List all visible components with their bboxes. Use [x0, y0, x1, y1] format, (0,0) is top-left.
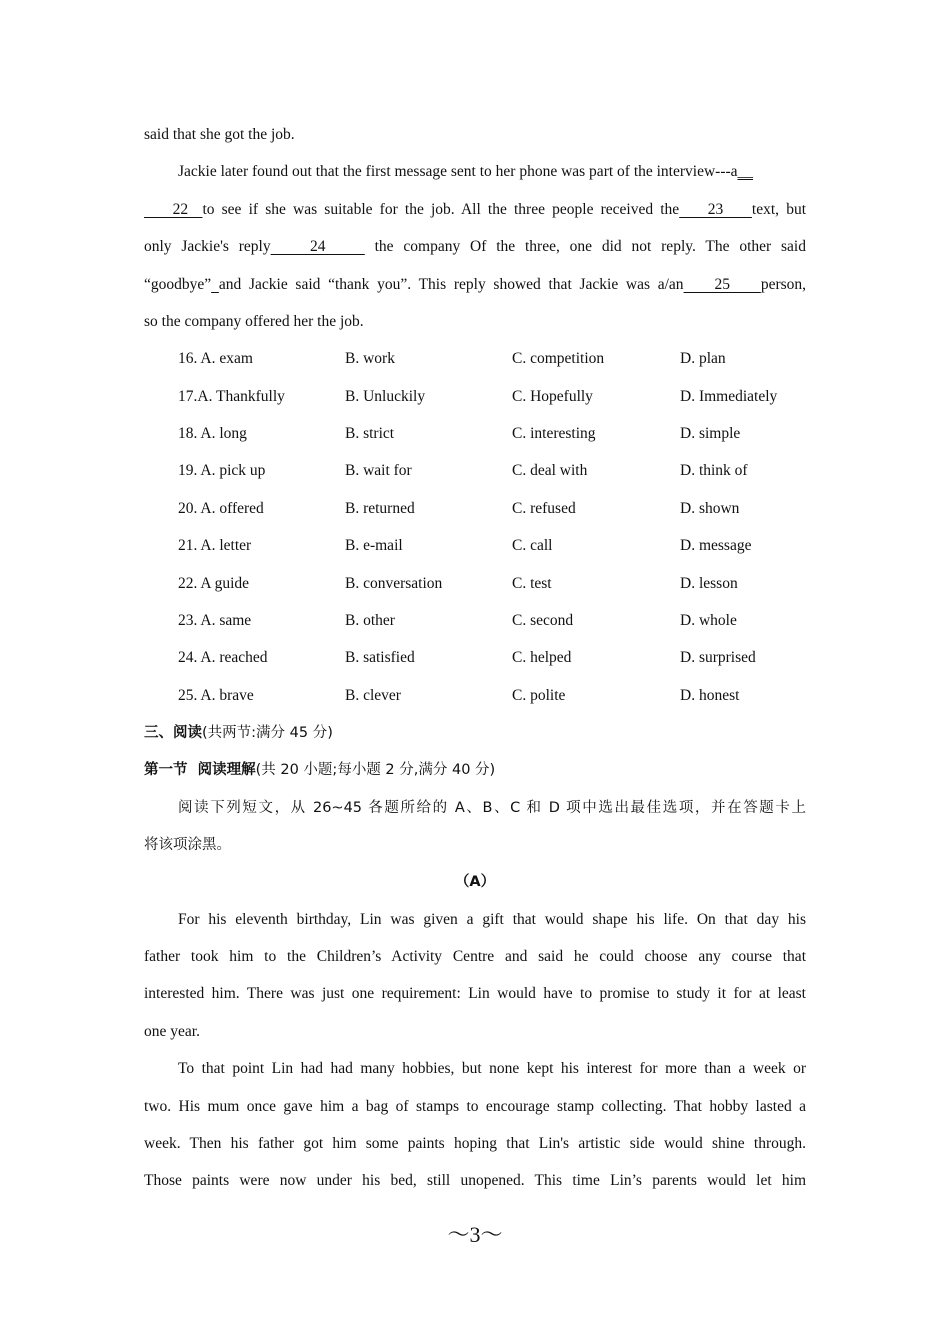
option-b: B. returned [345, 500, 415, 517]
part-title: 第一节 阅读理解 [144, 762, 256, 778]
option-a: 19. A. pick up [178, 462, 266, 479]
text-span: person, [760, 276, 807, 293]
option-d: D. shown [680, 500, 740, 517]
text-span: the company Of the three, one did not reply. The other said [364, 238, 806, 255]
passage-line [144, 312, 806, 332]
blank-23: 23 [679, 201, 752, 218]
option-a: 25. A. brave [178, 687, 254, 704]
question-row [178, 686, 818, 706]
option-c: C. polite [512, 687, 566, 704]
option-b: B. other [345, 612, 395, 629]
instruction-text: 阅读下列短文，从 26~45 各题所给的 A、B、C 和 D 项中选出最佳选项，并在答题卡上 [178, 800, 806, 816]
passage-label: （A） [454, 874, 496, 890]
text-span: text, but [751, 201, 807, 218]
passage-line: To that point Lin had had many hobbies, but none kept his interest for more than a week or [178, 1060, 806, 1077]
question-row [178, 536, 818, 556]
option-a: 24. A. reached [178, 649, 268, 666]
passage-line: week. Then his father got him some paints hoping that Lin's artistic side would shine through. [144, 1135, 806, 1152]
passage-line [144, 275, 806, 295]
option-c: C. deal with [512, 462, 588, 479]
option-d: D. whole [680, 612, 737, 629]
section-heading [144, 723, 806, 743]
option-c: C. interesting [512, 425, 596, 442]
passage-line [144, 237, 806, 257]
passage-line: one year. [144, 1023, 200, 1040]
instruction-line [144, 835, 806, 855]
passage-line: father took him to the Children’s Activity Centre and said he could choose any course that [144, 948, 806, 965]
question-row [178, 387, 818, 407]
option-c: C. refused [512, 500, 576, 517]
question-row [178, 648, 818, 668]
option-c: C. competition [512, 350, 605, 367]
passage-line: For his eleventh birthday, Lin was given a gift that would shape his life. On that day his [178, 911, 806, 928]
text-span: and Jackie said “thank you”. This reply showed that Jackie was a/an [218, 276, 684, 293]
text-span: “goodbye” [144, 276, 212, 293]
blank-21: __ [737, 163, 754, 180]
passage-line [144, 200, 806, 220]
instruction-line [178, 798, 806, 818]
passage-line: two. His mum once gave him a bag of stamps to encourage stamp collecting. That hobby lasted a [144, 1098, 806, 1115]
text-span: to see if she was suitable for the job. All the three people received the [202, 201, 680, 218]
option-a: 22. A guide [178, 575, 250, 592]
question-row [178, 611, 818, 631]
option-b: B. e-mail [345, 537, 403, 554]
text-span: Jackie later found out that the first message sent to her phone was part of the interview---a [178, 163, 738, 180]
option-d: D. Immediately [680, 388, 778, 405]
option-d: D. message [680, 537, 752, 554]
blank-25: 25 [683, 276, 761, 293]
option-d: D. honest [680, 687, 740, 704]
text-span: only Jackie's reply [144, 238, 271, 255]
page-number: ～3～ [447, 1222, 503, 1247]
part-score: (共 20 小题;每小题 2 分,满分 40 分) [255, 762, 496, 778]
passage-line [144, 125, 806, 145]
question-row [178, 461, 818, 481]
blank-22: 22 [144, 201, 203, 218]
option-b: B. strict [345, 425, 395, 442]
option-c: C. helped [512, 649, 572, 666]
part-heading [144, 760, 806, 780]
passage-line: Those paints were now under his bed, still unopened. This time Lin’s parents would let him [144, 1172, 806, 1189]
option-b: B. satisfied [345, 649, 415, 666]
option-a: 23. A. same [178, 612, 252, 629]
option-d: D. plan [680, 350, 726, 367]
section-title: 三、阅读 [144, 725, 202, 741]
text-span: so the company offered her the job. [144, 313, 364, 330]
question-row [178, 574, 818, 594]
option-d: D. think of [680, 462, 748, 479]
section-score: (共两节:满分 45 分) [202, 725, 333, 741]
blank-24: 24 [270, 238, 365, 255]
option-d: D. surprised [680, 649, 756, 666]
option-b: B. conversation [345, 575, 443, 592]
option-c: C. Hopefully [512, 388, 593, 405]
option-c: C. call [512, 537, 553, 554]
option-a: 17.A. Thankfully [178, 388, 285, 405]
option-d: D. simple [680, 425, 741, 442]
option-c: C. test [512, 575, 552, 592]
question-row [178, 424, 818, 444]
question-row [178, 349, 818, 369]
question-row [178, 499, 818, 519]
option-a: 20. A. offered [178, 500, 264, 517]
passage-line: interested him. There was just one requirement: Lin would have to promise to study it for at least [144, 985, 806, 1002]
option-b: B. wait for [345, 462, 412, 479]
text-span [211, 276, 219, 293]
option-b: B. clever [345, 687, 401, 704]
text-span: said that she got the job. [144, 126, 295, 143]
option-a: 18. A. long [178, 425, 247, 442]
instruction-text: 将该项涂黑。 [144, 837, 231, 853]
option-a: 16. A. exam [178, 350, 253, 367]
option-b: B. Unluckily [345, 388, 426, 405]
passage-line [178, 162, 806, 182]
option-b: B. work [345, 350, 395, 367]
option-a: 21. A. letter [178, 537, 252, 554]
option-c: C. second [512, 612, 574, 629]
option-d: D. lesson [680, 575, 738, 592]
